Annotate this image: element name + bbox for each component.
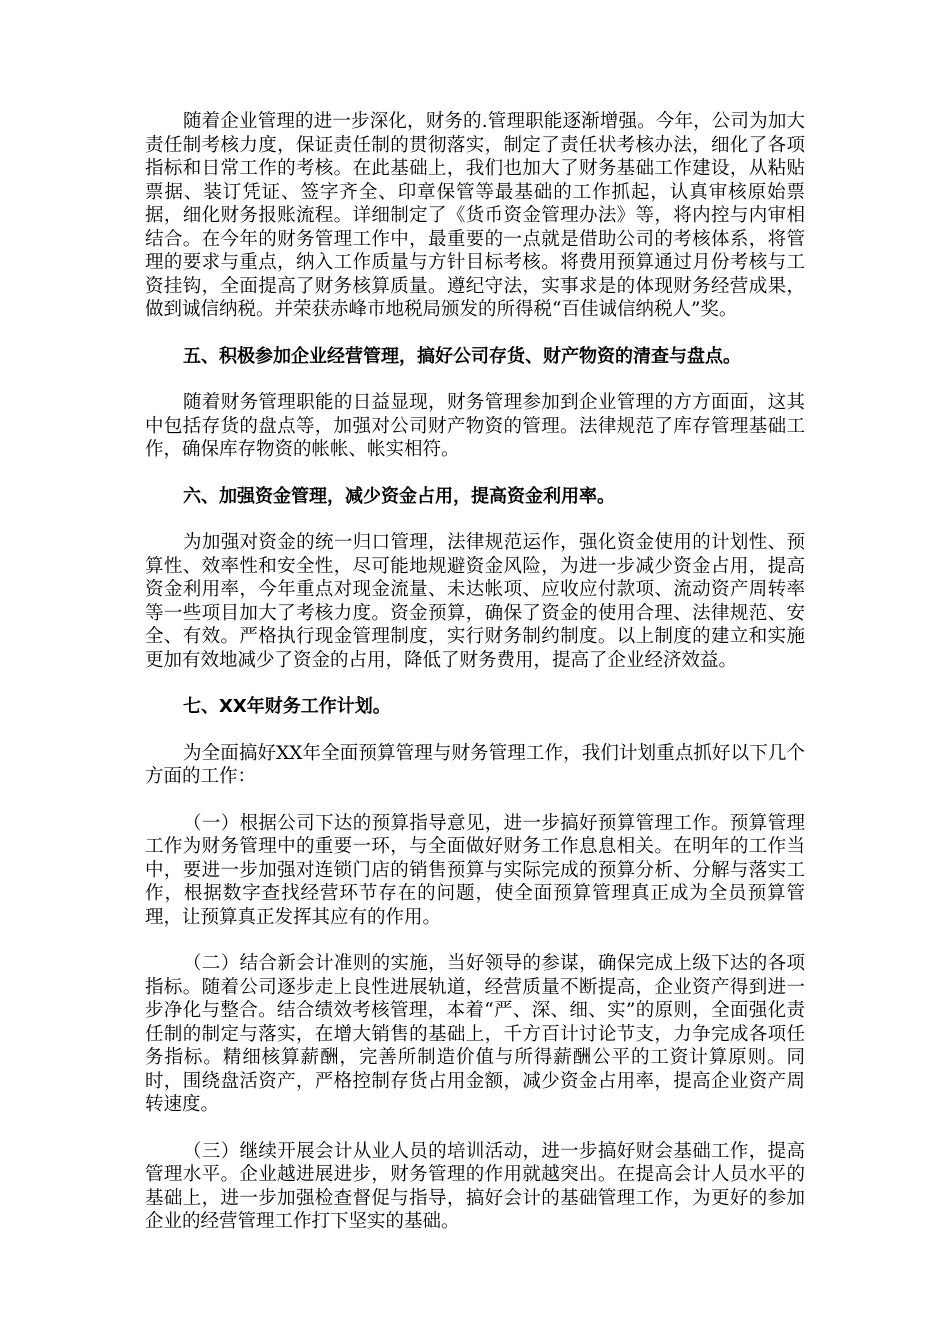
paragraph-plan-item-2: （二）结合新会计准则的实施，当好领导的参谋，确保完成上级下达的各项指标。随着公司逐步走上良性进展轨道，经营质量不断提高，企业资产得到进一步净化与整合。结合绩效考核管理，本着“严、深、细、实”的原则，全面强化责任制的制定与落实，在增大销售的基础上，千方百计讨论节支，力争完成各项任务指标。精细核算薪酬，完善所制造价值与所得薪酬公平的工资计算原则。同时，围绕盘活资产，严格控制存货占用金额，减少资金占用率，提高企业资产周转速度。 (145, 953, 805, 1115)
heading-section-5: 五、积极参加企业经营管理，搞好公司存货、财产物资的清查与盘点。 (183, 345, 741, 367)
paragraph-inventory-management: 随着财务管理职能的日益显现，财务管理参加到企业管理的方方面面，这其中包括存货的盘点等，加强对公司财产物资的管理。法律规范了库存管理基础工作，确保库存物资的帐帐、帐实相符。 (145, 392, 805, 460)
paragraph-plan-item-3: （三）继续开展会计从业人员的培训活动，进一步搞好财会基础工作，提高管理水平。企业越进展进步，财务管理的作用就越突出。在提高会计人员水平的基础上，进一步加强检查督促与指导，搞好会计的基础管理工作，为更好的参加企业的经营管理工作打下坚实的基础。 (145, 1140, 805, 1232)
paragraph-plan-intro: 为全面搞好XX年全面预算管理与财务管理工作，我们计划重点抓好以下几个方面的工作： (145, 742, 805, 787)
paragraph-fund-management: 为加强对资金的统一归口管理，法律规范运作，强化资金使用的计划性、预算性、效率性和安全性，尽可能地规避资金风险，为进一步减少资金占用，提高资金利用率，今年重点对现金流量、未达帐项、应收应付款项、流动资产周转率等一些项目加大了考核力度。资金预算，确保了资金的使用合理、法律规范、安全、有效。严格执行现金管理制度，实行财务制约制度。以上制度的建立和实施更加有效地减少了资金的占用，降低了财务费用，提高了企业经济效益。 (145, 532, 805, 671)
heading-section-7: 七、XX年财务工作计划。 (183, 696, 391, 717)
heading-section-6: 六、加强资金管理，减少资金占用，提高资金利用率。 (183, 485, 615, 507)
document-page (145, 110, 805, 1257)
paragraph-plan-item-1: （一）根据公司下达的预算指导意见，进一步搞好预算管理工作。预算管理工作为财务管理中的重要一环，与全面做好财务工作息息相关。在明年的工作当中，要进一步加强对连锁门店的销售预算与实际完成的预算分析、分解与落实工作，根据数字查找经营环节存在的问题，使全面预算管理真正成为全员预算管理，让预算真正发挥其应有的作用。 (145, 812, 805, 928)
paragraph-responsibility-assessment: 随着企业管理的进一步深化，财务的.管理职能逐渐增强。今年，公司为加大责任制考核力度，保证责任制的贯彻落实，制定了责任状考核办法，细化了各项指标和日常工作的考核。在此基础上，我们也加大了财务基础工作建设，从粘贴票据、装订凭证、签字齐全、印章保管等最基础的工作抓起，认真审核原始票据，细化财务报账流程。详细制定了《货币资金管理办法》等，将内控与内审相结合。在今年的财务管理工作中，最重要的一点就是借助公司的考核体系，将管理的要求与重点，纳入工作质量与方针目标考核。将费用预算通过月份考核与工资挂钩，全面提高了财务核算质量。遵纪守法，实事求是的体现财务经营成果，做到诚信纳税。并荣获赤峰市地税局颁发的所得税“百佳诚信纳税人”奖。 (145, 111, 805, 320)
